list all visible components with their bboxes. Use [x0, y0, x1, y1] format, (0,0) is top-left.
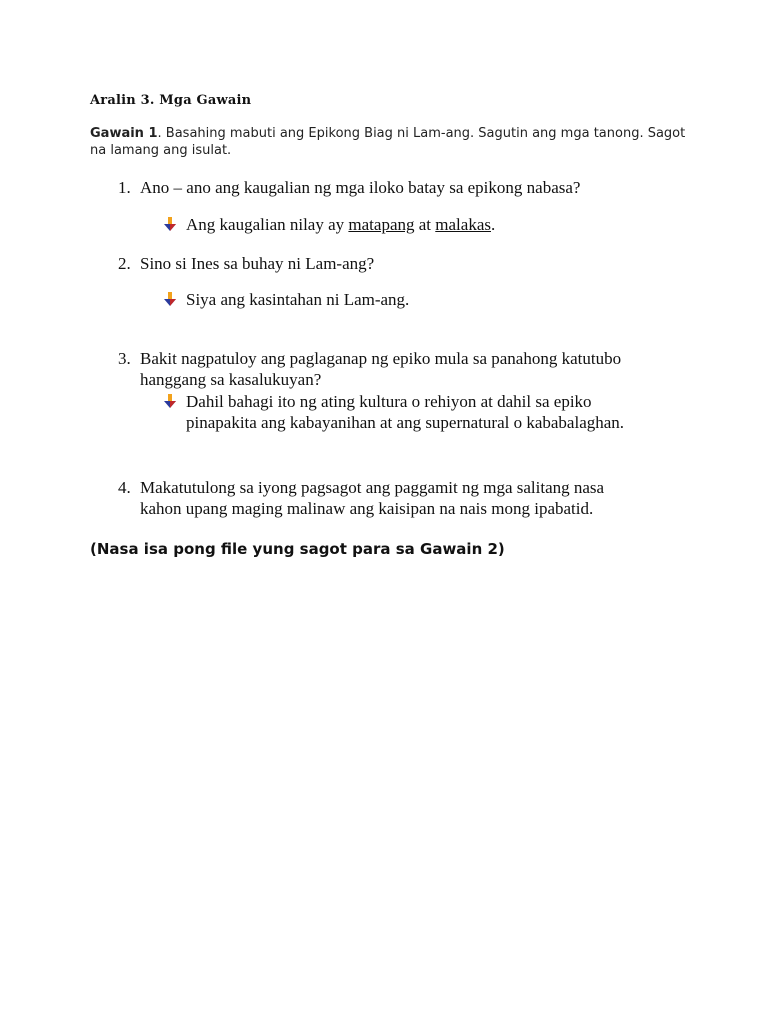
answer-text: Ang kaugalian nilay ay matapang at malakas.: [186, 215, 496, 234]
note-text: (Nasa isa pong file yung sagot para sa Gawain 2): [90, 540, 505, 558]
answer-text: Siya ang kasintahan ni Lam-ang.: [186, 290, 410, 309]
question-text: Makatutulong sa iyong pagsagot ang paggamit ng mga salitang nasa kahon upang maging malinaw ang kaisipan na nais mong ipabatid.: [140, 478, 605, 518]
answer-text: Dahil bahagi ito ng ating kultura o rehiyon at dahil sa epiko pinapakita ang kabayanihan at ang supernatural o kababalaghan.: [186, 392, 625, 432]
arrow-down-bullet-icon: [164, 292, 176, 306]
answer-1: [164, 214, 634, 235]
question-number: 4.: [118, 478, 131, 497]
question-text: Bakit nagpatuloy ang paglaganap ng epiko mula sa panahong katutubo hanggang sa kasalukuyan?: [140, 349, 622, 389]
activity-instructions: [90, 125, 690, 159]
activity-label: Gawain 1: [90, 126, 158, 141]
activity-instruction-text: . Basahing mabuti ang Epikong Biag ni Lam-ang. Sagutin ang mga tanong. Sagot na lamang ang isulat.: [90, 126, 686, 158]
question-number: 3.: [118, 349, 131, 368]
question-number: 2.: [118, 254, 131, 273]
underlined-word: matapang: [348, 215, 415, 234]
question-1: [118, 177, 638, 198]
question-4: [118, 477, 638, 519]
question-3: [118, 348, 638, 390]
question-text: Sino si Ines sa buhay ni Lam-ang?: [140, 254, 375, 273]
lesson-heading: Aralin 3. Mga Gawain: [90, 93, 252, 108]
underlined-word: malakas: [435, 215, 491, 234]
answer-2: [164, 289, 634, 310]
arrow-down-bullet-icon: [164, 217, 176, 231]
question-2: [118, 253, 638, 274]
answer-3: [164, 391, 634, 433]
question-text: Ano – ano ang kaugalian ng mga iloko batay sa epikong nabasa?: [140, 178, 581, 197]
arrow-down-bullet-icon: [164, 394, 176, 408]
question-number: 1.: [118, 178, 131, 197]
